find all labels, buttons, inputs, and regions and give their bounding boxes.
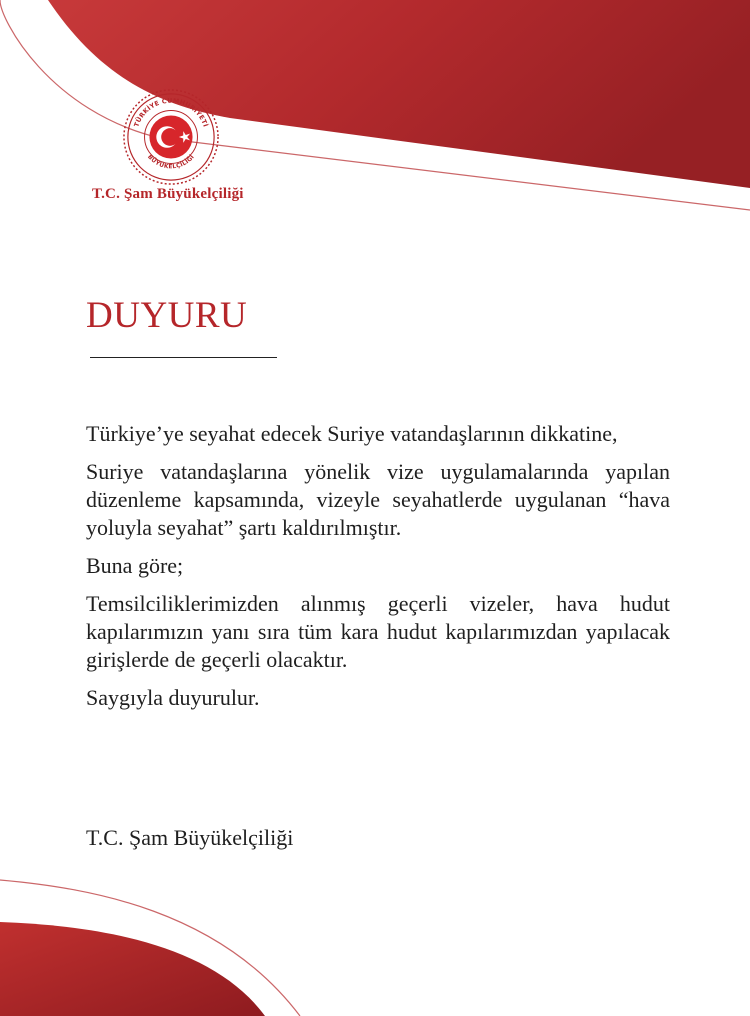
paragraph-change: Suriye vatandaşlarına yönelik vize uygulamalarında yapılan düzenleme kapsamında, vizeyle seyahatlerde uygulanan “hava yoluyla seyahat” şartı kaldırılmıştır. <box>86 459 670 540</box>
paragraph-closing: Saygıyla duyurulur. <box>86 685 260 710</box>
notice-body <box>86 420 670 722</box>
notice-title: DUYURU <box>86 295 248 336</box>
paragraph-accordingly: Buna göre; <box>86 553 184 578</box>
embassy-seal-icon <box>122 88 220 186</box>
paragraph-address: Türkiye’ye seyahat edecek Suriye vatandaşlarının dikkatine, <box>86 421 618 446</box>
bottom-red-shape <box>0 922 265 1016</box>
title-underline <box>90 357 277 358</box>
signature: T.C. Şam Büyükelçiliği <box>86 825 294 850</box>
seal-ring-text-top: TÜRKİYE CUMHURİYETİ <box>132 96 210 129</box>
header-sender: T.C. Şam Büyükelçiliği <box>92 186 244 202</box>
seal-ring-text-bottom: BÜYÜKELÇİLİĞİ <box>146 154 196 171</box>
paragraph-validity: Temsilciliklerimizden alınmış geçerli vizeler, hava hudut kapılarımızın yanı sıra tüm kara hudut kapılarımızdan yapılacak girişlerde de geçerli olacaktır. <box>86 591 670 672</box>
